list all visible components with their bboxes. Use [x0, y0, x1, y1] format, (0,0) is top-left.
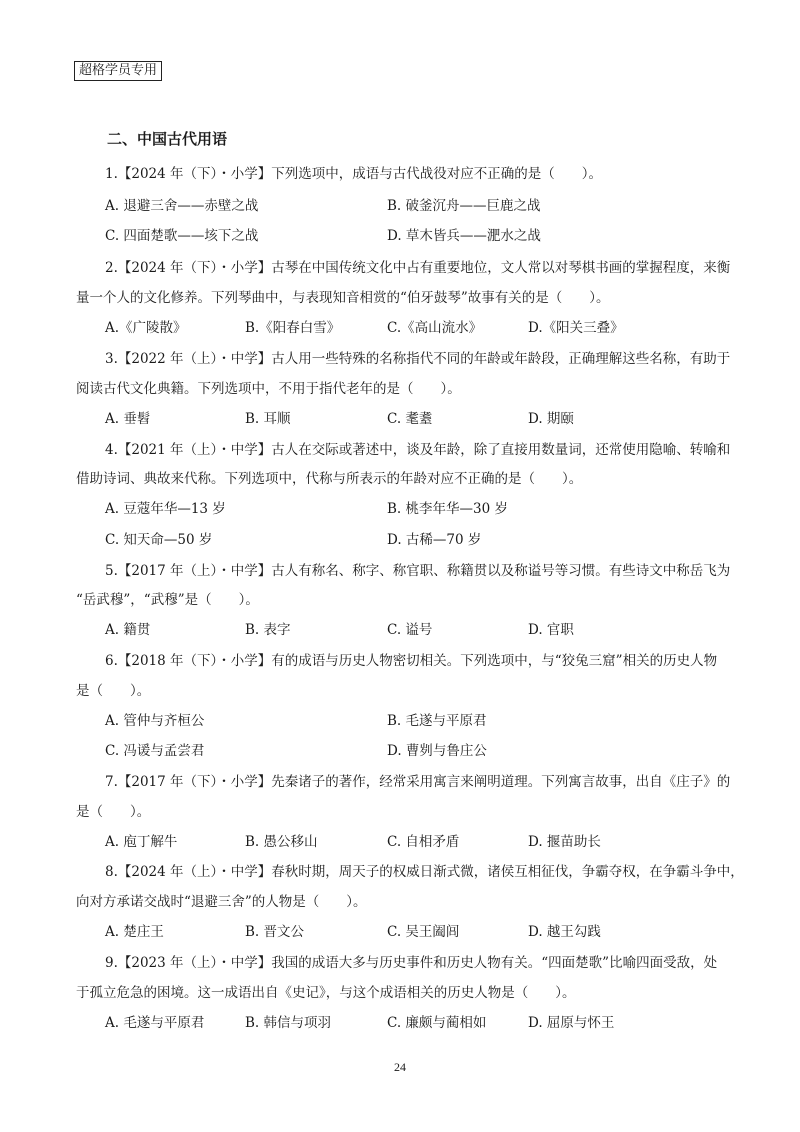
question-2-option-b: B.《阳春白雪》 [245, 320, 341, 336]
question-7-option-b: B. 愚公移山 [245, 834, 318, 850]
question-2-line-1: 2.【2024 年（下）・小学】古琴在中国传统文化中占有重要地位，文人常以对琴棋书画的掌握程度，来衡 [105, 260, 731, 276]
question-1-option-b: B. 破釜沉舟——巨鹿之战 [387, 198, 541, 214]
question-3-option-a: A. 垂髫 [105, 411, 151, 427]
question-7-line-1: 7.【2017 年（下）・小学】先秦诸子的著作，经常采用寓言来阐明道理。下列寓言故事，出自《庄子》的 [105, 774, 731, 790]
question-9-option-c: C. 廉颇与蔺相如 [387, 1015, 487, 1031]
question-6-line-1: 6.【2018 年（下）・小学】有的成语与历史人物密切相关。下列选项中，与“狡兔三窟”相关的历史人物 [105, 653, 718, 669]
question-9-line-2: 于孤立危急的困境。这一成语出自《史记》，与这个成语相关的历史人物是（ ）。 [76, 985, 576, 1001]
question-4-option-a: A. 豆蔻年华—13 岁 [105, 501, 226, 517]
question-7-option-a: A. 庖丁解牛 [105, 834, 178, 850]
question-6-option-a: A. 管仲与齐桓公 [105, 713, 205, 729]
question-4-line-1: 4.【2021 年（上）・中学】古人在交际或著述中，谈及年龄，除了直接用数量词，还常使用隐喻、转喻和 [105, 442, 731, 458]
header-tag: 超格学员专用 [74, 61, 162, 81]
question-5-line-1: 5.【2017 年（上）・中学】古人有称名、称字、称官职、称籍贯以及称谥号等习惯。有些诗文中称岳飞为 [105, 563, 731, 579]
question-4-option-c: C. 知天命—50 岁 [105, 532, 213, 548]
question-3-option-b: B. 耳顺 [245, 411, 291, 427]
question-1-option-a: A. 退避三舍——赤壁之战 [105, 198, 259, 214]
question-4-option-b: B. 桃李年华—30 岁 [387, 501, 508, 517]
question-7-line-2: 是（ ）。 [76, 804, 151, 820]
question-6-option-c: C. 冯谖与孟尝君 [105, 743, 205, 759]
page-number: 24 [394, 1060, 406, 1074]
question-9-option-a: A. 毛遂与平原君 [105, 1015, 205, 1031]
question-6-option-b: B. 毛遂与平原君 [387, 713, 487, 729]
question-3-line-1: 3.【2022 年（上）・中学】古人用一些特殊的名称指代不同的年龄或年龄段，正确理解这些名称，有助于 [105, 351, 731, 367]
question-8-option-a: A. 楚庄王 [105, 924, 164, 940]
question-4-option-d: D. 古稀—70 岁 [387, 532, 482, 548]
question-8-option-d: D. 越王勾践 [528, 924, 601, 940]
question-8-option-b: B. 晋文公 [245, 924, 305, 940]
question-6-line-2: 是（ ）。 [76, 683, 151, 699]
question-8-option-c: C. 吴王阖闾 [387, 924, 460, 940]
question-5-line-2: “岳武穆”，“武穆”是（ ）。 [76, 592, 259, 608]
question-5-option-c: C. 谥号 [387, 622, 433, 638]
question-7-option-c: C. 自相矛盾 [387, 834, 460, 850]
question-1-option-d: D. 草木皆兵——淝水之战 [387, 228, 541, 244]
question-3-option-c: C. 耄耋 [387, 411, 433, 427]
question-9-option-b: B. 韩信与项羽 [245, 1015, 332, 1031]
question-3-option-d: D. 期颐 [528, 411, 574, 427]
question-5-option-b: B. 表字 [245, 622, 291, 638]
question-2-option-d: D.《阳关三叠》 [528, 320, 624, 336]
question-1-line-1: 1.【2024 年（下）・小学】下列选项中，成语与古代战役对应不正确的是（ ）。 [105, 166, 603, 182]
question-7-option-d: D. 揠苗助长 [528, 834, 601, 850]
question-2-line-2: 量一个人的文化修养。下列琴曲中，与表现知音相赏的“伯牙鼓琴”故事有关的是（ ）。 [76, 290, 610, 306]
question-3-line-2: 阅读古代文化典籍。下列选项中，不用于指代老年的是（ ）。 [76, 381, 461, 397]
question-8-line-2: 向对方承诺交战时“退避三舍”的人物是（ ）。 [76, 894, 367, 910]
question-5-option-d: D. 官职 [528, 622, 574, 638]
question-2-option-c: C.《高山流水》 [387, 320, 483, 336]
question-9-option-d: D. 屈原与怀王 [528, 1015, 615, 1031]
section-title: 二、中国古代用语 [107, 130, 228, 148]
question-1-option-c: C. 四面楚歌——垓下之战 [105, 228, 259, 244]
question-8-line-1: 8.【2024 年（上）・中学】春秋时期，周天子的权威日渐式微，诸侯互相征伐，争霸夺权，在争霸斗争中， [105, 864, 744, 880]
question-6-option-d: D. 曹刿与鲁庄公 [387, 743, 487, 759]
question-5-option-a: A. 籍贯 [105, 622, 151, 638]
question-4-line-2: 借助诗词、典故来代称。下列选项中，代称与所表示的年龄对应不正确的是（ ）。 [76, 471, 583, 487]
question-2-option-a: A.《广陵散》 [105, 320, 187, 336]
question-9-line-1: 9.【2023 年（上）・中学】我国的成语大多与历史事件和历史人物有关。“四面楚歌”比喻四面受敌，处 [105, 955, 718, 971]
